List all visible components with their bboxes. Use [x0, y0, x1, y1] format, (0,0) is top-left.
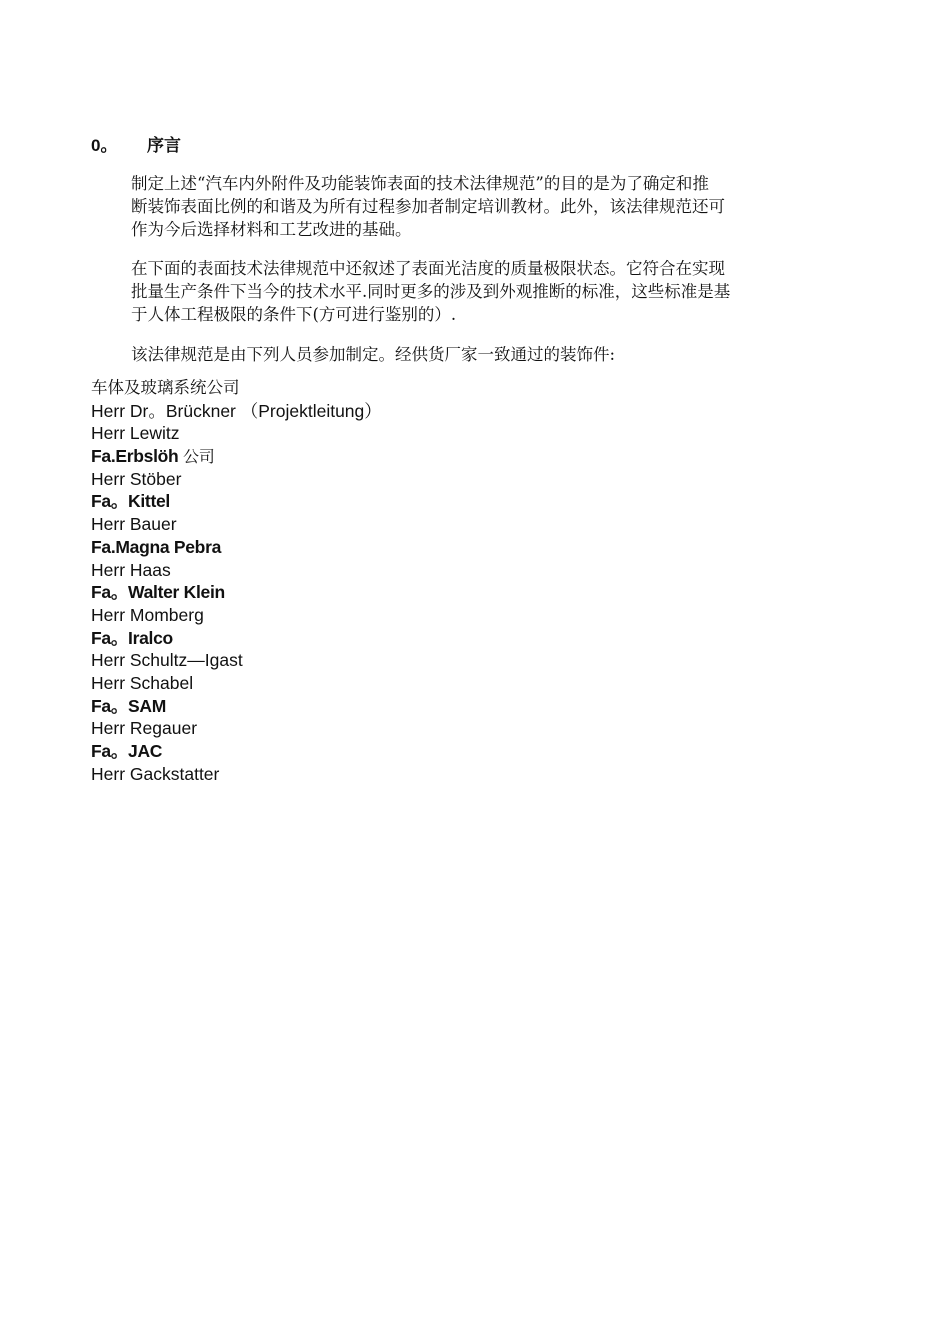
paragraph-line: 作为今后选择材料和工艺改进的基础。: [131, 220, 412, 239]
company-suffix: 公司: [183, 447, 215, 467]
section-number: 0。: [91, 136, 118, 155]
company-name: Fa。Walter Klein: [91, 582, 225, 603]
participant-name: Herr Stöber: [91, 468, 182, 489]
participant-name: Herr Lewitz: [91, 423, 180, 444]
participant-name: Herr Momberg: [91, 604, 204, 625]
company-name: Fa。Iralco: [91, 627, 173, 648]
company-name: [91, 445, 691, 468]
participants-intro: [131, 343, 831, 366]
participant-name: Herr Dr。Brückner （Projektleitung）: [91, 400, 382, 421]
participants-list: [91, 377, 691, 785]
participant-name: Herr Bauer: [91, 514, 177, 535]
paragraph-line: 批量生产条件下当今的技术水平.同时更多的涉及到外观推断的标准，这些标准是基: [131, 282, 731, 301]
paragraph-line: 制定上述“汽车内外附件及功能装饰表面的技术法律规范”的目的是为了确定和推: [131, 174, 709, 193]
paragraph-line: 该法律规范是由下列人员参加制定。经供货厂家一致通过的装饰件:: [131, 345, 616, 364]
section-title: 序言: [147, 136, 181, 155]
section-heading: [91, 134, 181, 158]
paragraph-line: 于人体工程极限的条件下(方可进行鉴别的）.: [131, 305, 457, 324]
quality-paragraph: [131, 257, 831, 326]
group-header: 车体及玻璃系统公司: [91, 378, 240, 397]
participant-name: Herr Schultz—Igast: [91, 650, 243, 671]
company-name: Fa.Magna Pebra: [91, 536, 222, 557]
intro-paragraph: [131, 172, 831, 241]
participant-name: Herr Gackstatter: [91, 763, 220, 784]
participant-name: Herr Regauer: [91, 718, 198, 739]
company-name-text: Fa.Erbslöh: [91, 446, 179, 467]
company-name: Fa。JAC: [91, 741, 163, 761]
company-name: Fa。Kittel: [91, 491, 170, 512]
participant-name: Herr Schabel: [91, 672, 194, 693]
paragraph-line: 在下面的表面技术法律规范中还叙述了表面光洁度的质量极限状态。它符合在实现: [131, 259, 725, 278]
participant-name: Herr Haas: [91, 559, 171, 580]
company-name: Fa。SAM: [91, 695, 167, 716]
paragraph-line: 断装饰表面比例的和谐及为所有过程参加者制定培训教材。此外，该法律规范还可: [131, 197, 725, 216]
